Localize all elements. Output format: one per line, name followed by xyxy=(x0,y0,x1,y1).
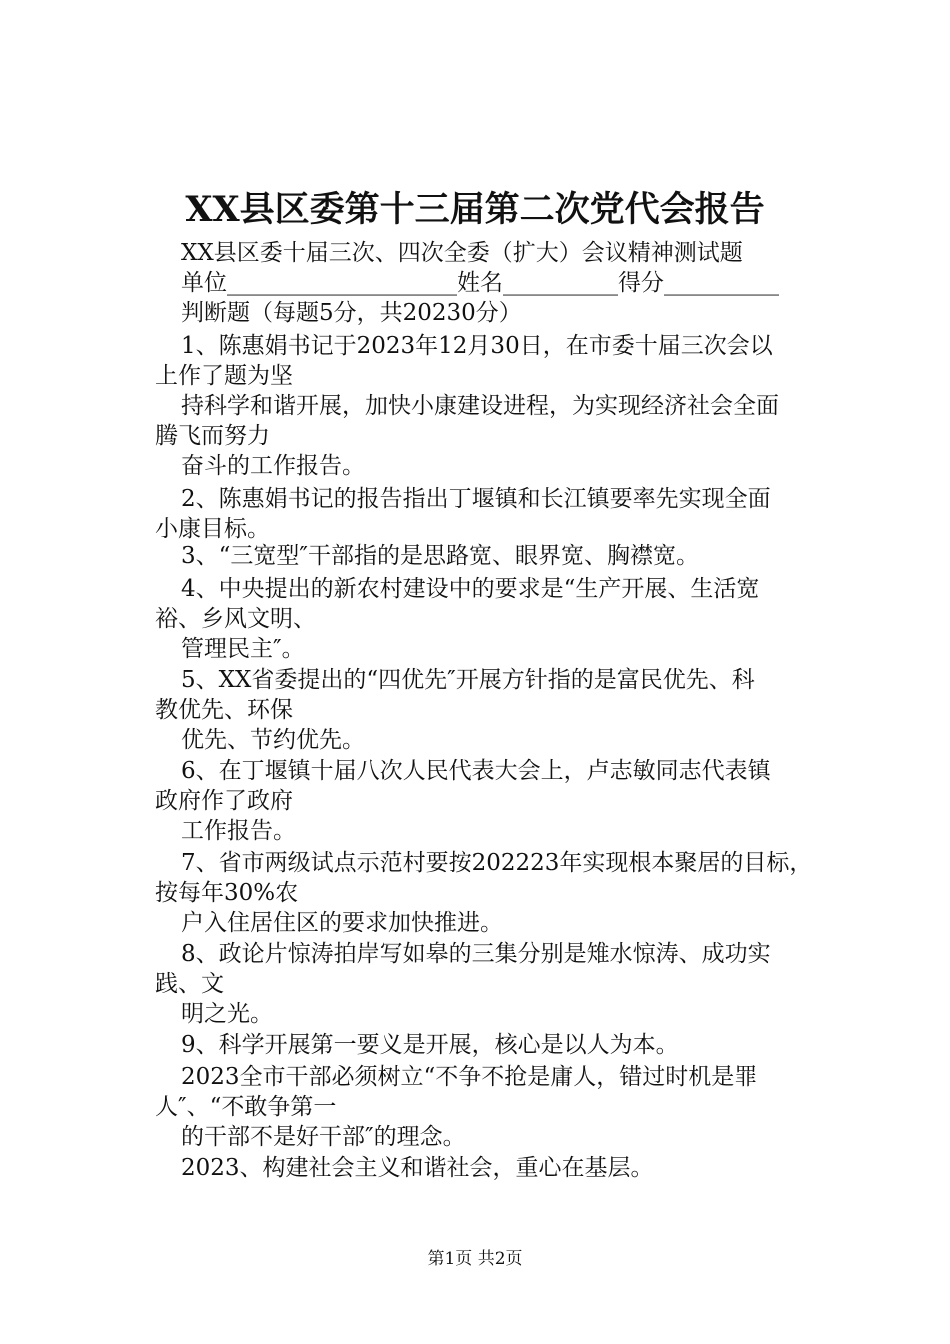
question-3: 3、“三宽型″干部指的是思路宽、眼界宽、胸襟宽。 xyxy=(181,543,699,569)
section-heading: 判断题（每题5分，共20230分） xyxy=(181,300,522,326)
question-7-cont: 按每年30%农 xyxy=(155,880,299,906)
question-5: 5、XX省委提出的“四优先″开展方针指的是富民优先、科 xyxy=(181,667,755,693)
question-2-cont: 小康目标。 xyxy=(155,516,270,542)
question-4-cont: 管理民主″。 xyxy=(181,636,305,662)
question-10-cont: 的干部不是好干部″的理念。 xyxy=(181,1124,466,1150)
question-5-cont: 教优先、环保 xyxy=(155,697,293,723)
question-7: 7、省市两级试点示范村要按202223年实现根本聚居的目标， xyxy=(181,850,813,876)
question-11: 2023、构建社会主义和谐社会，重心在基层。 xyxy=(181,1155,654,1181)
question-8-cont: 践、文 xyxy=(155,971,224,997)
question-5-cont: 优先、节约优先。 xyxy=(181,727,365,753)
subtitle: XX县区委十届三次、四次全委（扩大）会议精神测试题 xyxy=(181,240,743,266)
question-7-cont: 户入住居住区的要求加快推进。 xyxy=(181,910,503,936)
question-1-cont: 奋斗的工作报告。 xyxy=(181,453,365,479)
question-6-cont: 工作报告。 xyxy=(181,818,296,844)
question-10-cont: 人″、“不敢争第一 xyxy=(155,1094,337,1120)
question-8: 8、政论片惊涛拍岸写如皋的三集分别是雉水惊涛、成功实 xyxy=(181,941,771,967)
question-8-cont: 明之光。 xyxy=(181,1001,273,1027)
question-1-cont: 持科学和谐开展，加快小康建设进程，为实现经济社会全面 xyxy=(181,393,779,419)
page-footer: 第1页 共2页 xyxy=(427,1249,523,1269)
question-6: 6、在丁堰镇十届八次人民代表大会上，卢志敏同志代表镇 xyxy=(181,758,771,784)
question-4: 4、中央提出的新农村建设中的要求是“生产开展、生活宽 xyxy=(181,576,760,602)
question-2: 2、陈惠娟书记的报告指出丁堰镇和长江镇要率先实现全面 xyxy=(181,486,771,512)
document-title: XX县区委第十三届第二次党代会报告 xyxy=(185,189,765,230)
question-10: 2023全市干部必须树立“不争不抢是庸人，错过时机是罪 xyxy=(181,1064,758,1090)
question-1-cont: 上作了题为坚 xyxy=(155,363,293,389)
form-fields: 单位____________________姓名__________得分__________ xyxy=(181,270,779,296)
question-1-cont: 腾飞而努力 xyxy=(155,423,270,449)
question-4-cont: 裕、乡风文明、 xyxy=(155,606,316,632)
question-9: 9、科学开展第一要义是开展，核心是以人为本。 xyxy=(181,1032,679,1058)
question-1: 1、陈惠娟书记于2023年12月30日，在市委十届三次会以 xyxy=(181,333,773,359)
question-6-cont: 政府作了政府 xyxy=(155,788,293,814)
